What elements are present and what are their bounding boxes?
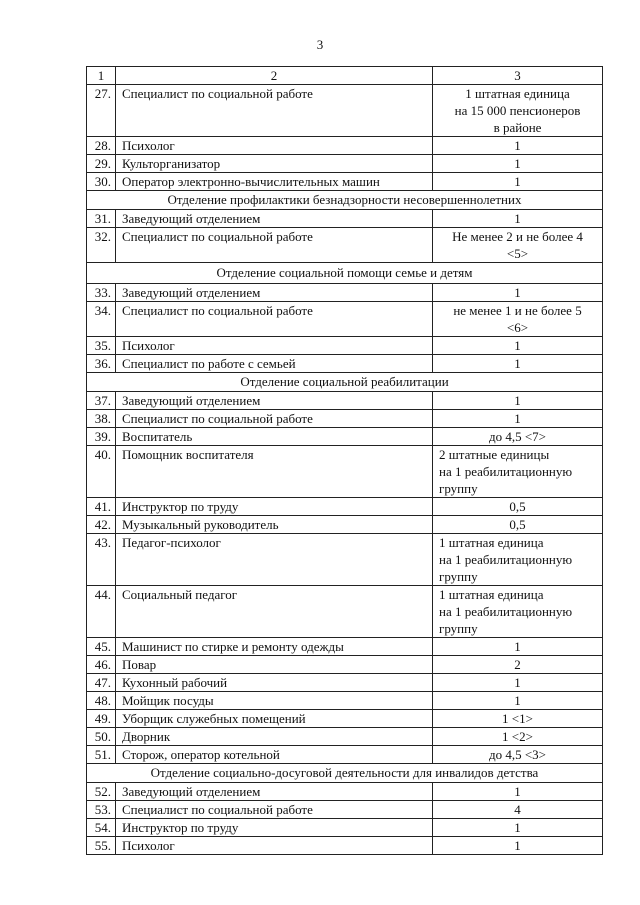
table-row	[87, 656, 603, 674]
table-row	[87, 284, 603, 302]
position-name: Специалист по социальной работе	[116, 801, 433, 819]
row-number: 48.	[87, 692, 116, 710]
staff-units-line: группу	[439, 481, 478, 496]
table-row	[87, 337, 603, 355]
staff-units-line: 1 <2>	[502, 729, 533, 744]
staff-units-line: до 4,5 <3>	[488, 747, 547, 762]
section-title: Отделение социальной помощи семье и детям	[87, 263, 603, 284]
row-number: 33.	[87, 284, 116, 302]
staff-units-line: в районе	[493, 120, 542, 135]
staff-units-line: 1	[514, 138, 521, 153]
row-number: 42.	[87, 516, 116, 534]
staff-units-line: 1	[514, 838, 521, 853]
position-name: Психолог	[116, 837, 433, 855]
staff-units-line: 4	[514, 802, 521, 817]
staff-units-line: 1	[514, 156, 521, 171]
position-name: Инструктор по труду	[116, 819, 433, 837]
row-number: 44.	[87, 586, 116, 638]
table-row	[87, 516, 603, 534]
row-number: 29.	[87, 155, 116, 173]
row-number: 43.	[87, 534, 116, 586]
table-row	[87, 410, 603, 428]
staff-units-cell	[433, 801, 603, 819]
staff-units-line: Не менее 2 и не более 4	[452, 229, 583, 244]
section-header-row	[87, 191, 603, 210]
position-name: Машинист по стирке и ремонту одежды	[116, 638, 433, 656]
table-row	[87, 746, 603, 764]
position-name: Сторож, оператор котельной	[116, 746, 433, 764]
staff-units-cell	[433, 228, 603, 263]
position-name: Психолог	[116, 137, 433, 155]
section-title: Отделение профилактики безнадзорности несовершеннолетних	[87, 191, 603, 210]
table-row	[87, 392, 603, 410]
position-name: Специалист по работе с семьей	[116, 355, 433, 373]
table-row	[87, 586, 603, 638]
table-row	[87, 428, 603, 446]
header-col-3: 3	[433, 67, 603, 85]
staff-units-line: 1	[514, 285, 521, 300]
table-row	[87, 534, 603, 586]
staff-units-cell	[433, 284, 603, 302]
position-name: Заведующий отделением	[116, 392, 433, 410]
position-name: Заведующий отделением	[116, 284, 433, 302]
table-row	[87, 446, 603, 498]
position-name: Заведующий отделением	[116, 783, 433, 801]
table-row	[87, 783, 603, 801]
position-name: Музыкальный руководитель	[116, 516, 433, 534]
staff-units-line: на 15 000 пенсионеров	[454, 103, 581, 118]
position-name: Дворник	[116, 728, 433, 746]
staff-units-cell	[433, 155, 603, 173]
row-number: 37.	[87, 392, 116, 410]
position-name: Социальный педагог	[116, 586, 433, 638]
header-col-1: 1	[87, 67, 116, 85]
position-name: Педагог-психолог	[116, 534, 433, 586]
header-col-2: 2	[116, 67, 433, 85]
staff-units-cell	[433, 173, 603, 191]
staff-units-cell	[433, 783, 603, 801]
row-number: 38.	[87, 410, 116, 428]
staff-units-cell	[433, 656, 603, 674]
position-name: Специалист по социальной работе	[116, 410, 433, 428]
table-row	[87, 137, 603, 155]
position-name: Кухонный рабочий	[116, 674, 433, 692]
table-row	[87, 355, 603, 373]
row-number: 45.	[87, 638, 116, 656]
staff-units-line: группу	[439, 569, 478, 584]
table-row	[87, 692, 603, 710]
staff-units-line: 0,5	[509, 517, 526, 532]
position-name: Помощник воспитателя	[116, 446, 433, 498]
table-row	[87, 498, 603, 516]
section-header-row	[87, 373, 603, 392]
table-row	[87, 85, 603, 137]
position-name: Специалист по социальной работе	[116, 85, 433, 137]
staff-units-line: 1	[514, 639, 521, 654]
staff-units-cell	[433, 837, 603, 855]
staff-units-line: не менее 1 и не более 5	[453, 303, 582, 318]
section-header-row	[87, 263, 603, 284]
staff-units-cell	[433, 137, 603, 155]
position-name: Мойщик посуды	[116, 692, 433, 710]
staff-units-line: <5>	[506, 246, 529, 261]
row-number: 47.	[87, 674, 116, 692]
row-number: 27.	[87, 85, 116, 137]
table-row	[87, 674, 603, 692]
staff-units-line: 1	[514, 784, 521, 799]
staffing-table	[86, 66, 603, 855]
staff-units-cell	[433, 446, 603, 498]
staff-units-cell	[433, 428, 603, 446]
table-row	[87, 155, 603, 173]
staff-units-line: 2	[514, 657, 521, 672]
staff-units-cell	[433, 355, 603, 373]
row-number: 53.	[87, 801, 116, 819]
staff-units-cell	[433, 674, 603, 692]
table-row	[87, 638, 603, 656]
table-row	[87, 819, 603, 837]
staff-units-cell	[433, 746, 603, 764]
page-number: 3	[316, 37, 324, 52]
row-number: 40.	[87, 446, 116, 498]
row-number: 50.	[87, 728, 116, 746]
row-number: 35.	[87, 337, 116, 355]
position-name: Инструктор по труду	[116, 498, 433, 516]
staff-units-cell	[433, 337, 603, 355]
table-row	[87, 728, 603, 746]
position-name: Оператор электронно-вычислительных машин	[116, 173, 433, 191]
staff-units-line: 1	[514, 338, 521, 353]
staff-units-cell	[433, 85, 603, 137]
section-header-row	[87, 764, 603, 783]
staff-units-cell	[433, 498, 603, 516]
staff-units-line: 1	[514, 211, 521, 226]
staff-units-cell	[433, 728, 603, 746]
staff-units-cell	[433, 819, 603, 837]
staff-units-line: на 1 реабилитационную	[439, 552, 573, 567]
staff-units-line: 1	[514, 693, 521, 708]
staff-units-line: 0,5	[509, 499, 526, 514]
staff-units-line: <6>	[506, 320, 529, 335]
staff-units-cell	[433, 638, 603, 656]
row-number: 36.	[87, 355, 116, 373]
table-header-row	[87, 67, 603, 85]
row-number: 49.	[87, 710, 116, 728]
staff-units-line: 2 штатные единицы	[439, 447, 550, 462]
row-number: 46.	[87, 656, 116, 674]
staff-units-line: 1	[514, 174, 521, 189]
position-name: Заведующий отделением	[116, 210, 433, 228]
table-row	[87, 302, 603, 337]
staff-units-cell	[433, 710, 603, 728]
position-name: Уборщик служебных помещений	[116, 710, 433, 728]
position-name: Культорганизатор	[116, 155, 433, 173]
staff-units-line: 1 штатная единица	[439, 587, 544, 602]
staff-units-line: 1	[514, 393, 521, 408]
staff-units-cell	[433, 586, 603, 638]
staff-units-cell	[433, 534, 603, 586]
row-number: 39.	[87, 428, 116, 446]
row-number: 55.	[87, 837, 116, 855]
row-number: 32.	[87, 228, 116, 263]
position-name: Специалист по социальной работе	[116, 302, 433, 337]
staff-units-line: на 1 реабилитационную	[439, 604, 573, 619]
staff-units-cell	[433, 210, 603, 228]
staff-units-cell	[433, 516, 603, 534]
staff-units-line: 1 штатная единица	[439, 535, 544, 550]
staff-units-line: 1	[514, 820, 521, 835]
table-row	[87, 801, 603, 819]
table-row	[87, 710, 603, 728]
staff-units-cell	[433, 692, 603, 710]
row-number: 30.	[87, 173, 116, 191]
staff-units-line: на 1 реабилитационную	[439, 464, 573, 479]
row-number: 52.	[87, 783, 116, 801]
table-row	[87, 173, 603, 191]
staff-units-line: 1	[514, 675, 521, 690]
table-row	[87, 210, 603, 228]
row-number: 31.	[87, 210, 116, 228]
table-body	[87, 67, 603, 855]
staff-units-cell	[433, 410, 603, 428]
position-name: Психолог	[116, 337, 433, 355]
position-name: Повар	[116, 656, 433, 674]
table-row	[87, 228, 603, 263]
staff-units-line: 1	[514, 356, 521, 371]
staff-units-line: 1	[514, 411, 521, 426]
staff-units-line: группу	[439, 621, 478, 636]
row-number: 28.	[87, 137, 116, 155]
staff-units-line: 1 <1>	[502, 711, 533, 726]
section-title: Отделение социальной реабилитации	[87, 373, 603, 392]
staff-units-cell	[433, 392, 603, 410]
position-name: Воспитатель	[116, 428, 433, 446]
row-number: 41.	[87, 498, 116, 516]
table-row	[87, 837, 603, 855]
position-name: Специалист по социальной работе	[116, 228, 433, 263]
row-number: 54.	[87, 819, 116, 837]
staff-units-line: до 4,5 <7>	[488, 429, 547, 444]
row-number: 51.	[87, 746, 116, 764]
row-number: 34.	[87, 302, 116, 337]
staff-units-cell	[433, 302, 603, 337]
section-title: Отделение социально-досуговой деятельности для инвалидов детства	[87, 764, 603, 783]
staff-units-line: 1 штатная единица	[465, 86, 570, 101]
